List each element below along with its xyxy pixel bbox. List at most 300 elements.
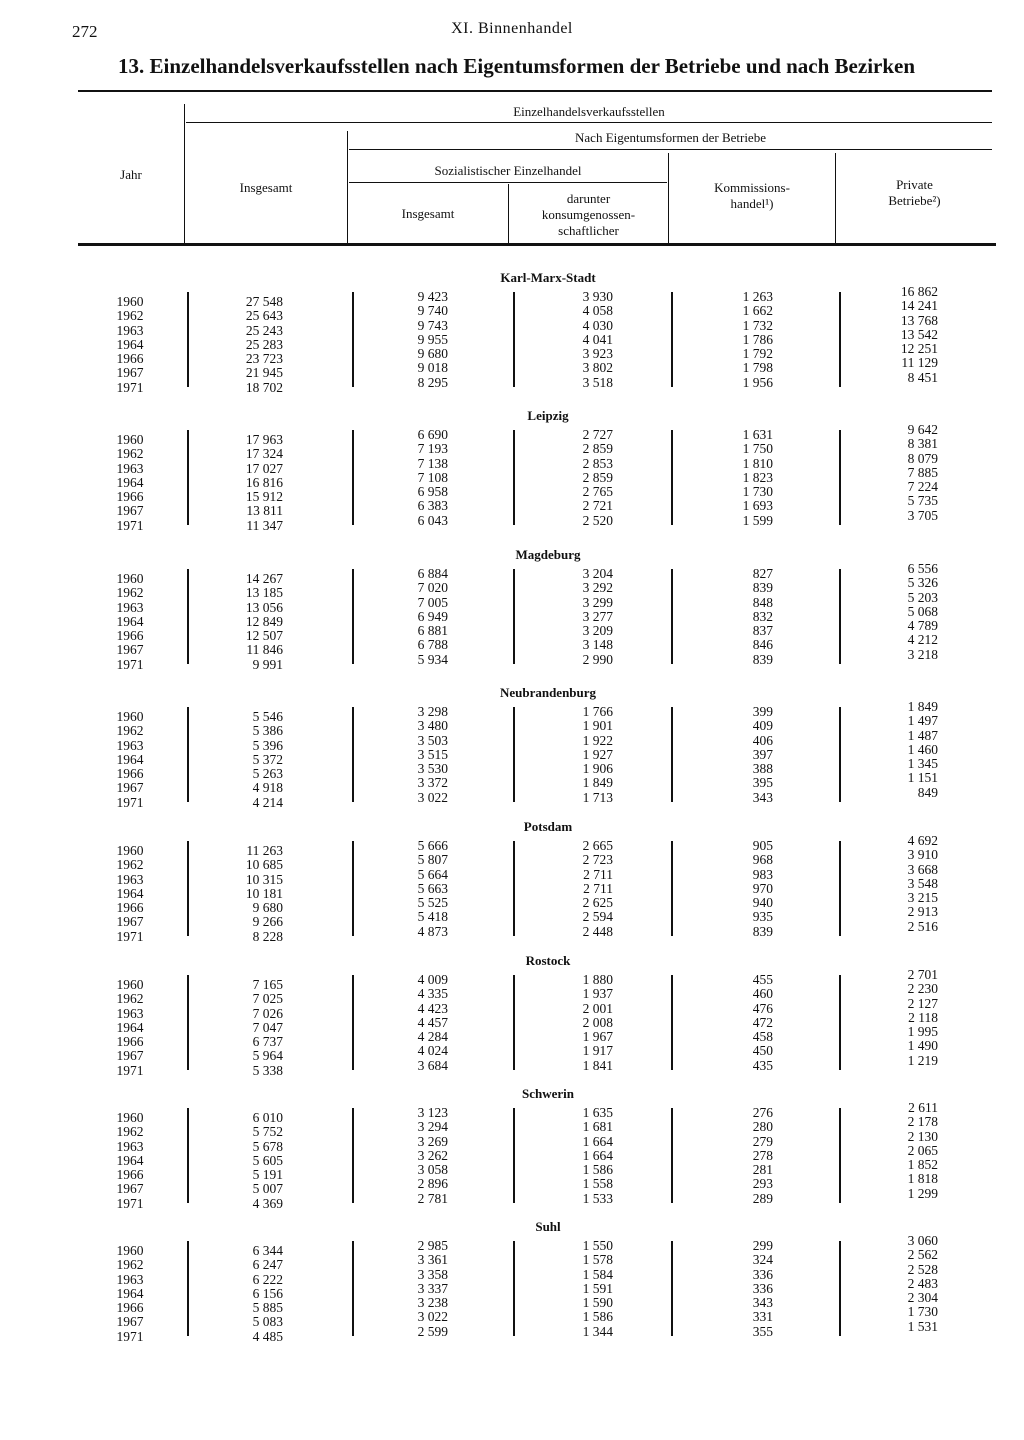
insgesamt-cell: 5 338 bbox=[252, 1062, 283, 1078]
soz-insgesamt-cell: 4 457 bbox=[417, 1014, 448, 1030]
insgesamt-cell: 9 266 bbox=[252, 914, 283, 930]
year-cell: 1962 bbox=[116, 857, 144, 873]
insgesamt-cell: 17 324 bbox=[245, 446, 283, 462]
kommission-cell: 1 792 bbox=[742, 346, 773, 362]
konsum-cell: 2 990 bbox=[582, 651, 613, 667]
header-sozialistisch: Sozialistischer Einzelhandel bbox=[434, 163, 582, 178]
konsum-cell: 1 880 bbox=[582, 972, 613, 987]
year-cell: 1963 bbox=[116, 599, 144, 615]
soz-insgesamt-cell: 6 043 bbox=[417, 512, 448, 528]
kommission-cell: 280 bbox=[752, 1119, 773, 1135]
insgesamt-cell: 5 372 bbox=[252, 751, 283, 767]
konsum-cell: 2 765 bbox=[582, 484, 613, 500]
konsum-cell: 4 041 bbox=[582, 331, 613, 347]
soz-insgesamt-cell: 6 690 bbox=[417, 427, 448, 442]
konsum-cell: 4 030 bbox=[582, 317, 613, 333]
year-cell: 1964 bbox=[116, 1285, 144, 1301]
kommission-cell: 281 bbox=[752, 1162, 773, 1178]
year-cell: 1966 bbox=[116, 766, 144, 782]
header-soz-insgesamt: Insgesamt bbox=[401, 206, 455, 221]
konsum-cell: 1 591 bbox=[582, 1280, 613, 1296]
insgesamt-cell: 7 026 bbox=[252, 1005, 283, 1021]
insgesamt-cell: 17 963 bbox=[245, 432, 283, 447]
soz-insgesamt-cell: 5 807 bbox=[417, 852, 448, 868]
kommission-cell: 846 bbox=[752, 637, 773, 653]
header-divider bbox=[184, 104, 185, 244]
insgesamt-cell: 9 991 bbox=[252, 656, 283, 672]
insgesamt-cell: 25 283 bbox=[245, 336, 283, 352]
soz-insgesamt-cell: 4 423 bbox=[417, 1000, 448, 1016]
insgesamt-cell: 5 263 bbox=[252, 766, 283, 782]
soz-insgesamt-cell: 9 955 bbox=[417, 331, 448, 347]
column-rule bbox=[187, 841, 189, 936]
konsum-cell: 3 148 bbox=[582, 637, 613, 653]
column-rule bbox=[513, 1241, 515, 1336]
konsum-cell: 2 594 bbox=[582, 909, 613, 925]
column-rule bbox=[513, 975, 515, 1070]
insgesamt-cell: 5 605 bbox=[252, 1152, 283, 1168]
soz_insgesamt-column bbox=[355, 973, 448, 1073]
insgesamt-cell: 6 737 bbox=[252, 1034, 283, 1050]
kommission-cell: 968 bbox=[752, 852, 773, 868]
kommission-cell: 1 693 bbox=[742, 498, 773, 514]
privat-cell: 2 118 bbox=[908, 1009, 938, 1025]
insgesamt-column bbox=[190, 433, 283, 533]
column-rule bbox=[187, 707, 189, 802]
year-cell: 1964 bbox=[116, 885, 144, 901]
column-rule bbox=[671, 1241, 673, 1336]
year-cell: 1963 bbox=[116, 1005, 144, 1021]
soz-insgesamt-cell: 4 024 bbox=[417, 1043, 448, 1059]
insgesamt-cell: 14 267 bbox=[245, 571, 283, 586]
year-cell: 1966 bbox=[116, 1034, 144, 1050]
privat-cell: 2 562 bbox=[907, 1247, 938, 1263]
insgesamt-column bbox=[190, 1244, 283, 1344]
header-jahr: Jahr bbox=[120, 167, 142, 182]
kommission-cell: 940 bbox=[752, 895, 773, 911]
privat-cell: 3 668 bbox=[907, 861, 938, 877]
insgesamt-cell: 5 396 bbox=[252, 737, 283, 753]
kommission-cell: 935 bbox=[752, 909, 773, 925]
privat-cell: 5 203 bbox=[907, 589, 938, 605]
privat-cell: 4 789 bbox=[907, 618, 938, 634]
kommission-cell: 1 956 bbox=[742, 374, 773, 390]
privat-cell: 9 642 bbox=[907, 422, 938, 437]
konsum-cell: 2 723 bbox=[582, 852, 613, 868]
kommission-cell: 1 730 bbox=[742, 484, 773, 500]
konsum-cell: 1 841 bbox=[582, 1057, 613, 1073]
kommission-cell: 839 bbox=[752, 580, 773, 596]
column-rule bbox=[352, 975, 354, 1070]
privat-column bbox=[845, 968, 938, 1068]
privat-cell: 6 556 bbox=[907, 561, 938, 576]
years-column bbox=[100, 978, 160, 1078]
konsum-cell: 2 721 bbox=[582, 498, 613, 514]
years-column bbox=[100, 433, 160, 533]
insgesamt-column bbox=[190, 978, 283, 1078]
insgesamt-cell: 5 752 bbox=[252, 1124, 283, 1140]
year-cell: 1962 bbox=[116, 1257, 144, 1273]
insgesamt-cell: 7 165 bbox=[252, 977, 283, 992]
privat-column bbox=[845, 562, 938, 662]
kommission-cell: 276 bbox=[752, 1105, 773, 1120]
header-rule-3 bbox=[349, 182, 667, 183]
privat-cell: 3 218 bbox=[907, 646, 938, 662]
insgesamt-cell: 5 885 bbox=[252, 1300, 283, 1316]
konsum-column bbox=[520, 973, 613, 1073]
header-privat: Private Betriebe²) bbox=[888, 177, 941, 208]
soz-insgesamt-cell: 3 480 bbox=[417, 718, 448, 734]
soz-insgesamt-cell: 6 788 bbox=[417, 637, 448, 653]
column-rule bbox=[513, 841, 515, 936]
konsum-cell: 1 584 bbox=[582, 1266, 613, 1282]
soz-insgesamt-cell: 6 949 bbox=[417, 608, 448, 624]
kommission-cell: 1 599 bbox=[742, 512, 773, 528]
privat-cell: 2 127 bbox=[907, 995, 938, 1011]
privat-cell: 1 345 bbox=[907, 756, 938, 772]
kommission-cell: 1 662 bbox=[742, 303, 773, 319]
year-cell: 1966 bbox=[116, 1167, 144, 1183]
konsum-cell: 2 625 bbox=[582, 895, 613, 911]
privat-cell: 1 818 bbox=[907, 1171, 938, 1187]
insgesamt-cell: 12 849 bbox=[245, 613, 283, 629]
konsum-cell: 2 665 bbox=[582, 838, 613, 853]
privat-cell: 1 849 bbox=[907, 699, 938, 714]
privat-column bbox=[845, 1234, 938, 1334]
year-cell: 1971 bbox=[116, 1062, 144, 1078]
column-rule bbox=[352, 430, 354, 525]
years-column bbox=[100, 1244, 160, 1344]
soz-insgesamt-cell: 4 335 bbox=[417, 986, 448, 1002]
konsum-cell: 1 344 bbox=[582, 1323, 613, 1339]
kommission-cell: 395 bbox=[752, 775, 773, 791]
insgesamt-cell: 13 056 bbox=[245, 599, 283, 615]
header-divider bbox=[347, 131, 348, 244]
column-rule bbox=[513, 569, 515, 664]
column-rule bbox=[671, 1108, 673, 1203]
soz-insgesamt-cell: 9 740 bbox=[417, 303, 448, 319]
konsum-cell: 3 204 bbox=[582, 566, 613, 581]
district-name: Rostock bbox=[525, 953, 571, 968]
soz-insgesamt-cell: 5 663 bbox=[417, 880, 448, 896]
soz-insgesamt-cell: 9 743 bbox=[417, 317, 448, 333]
insgesamt-column bbox=[190, 572, 283, 672]
privat-cell: 4 692 bbox=[907, 833, 938, 848]
column-rule bbox=[671, 707, 673, 802]
column-rule bbox=[513, 707, 515, 802]
years-column bbox=[100, 1111, 160, 1211]
insgesamt-cell: 11 846 bbox=[246, 642, 283, 658]
konsum-cell: 3 292 bbox=[582, 580, 613, 596]
kommission-cell: 1 798 bbox=[742, 360, 773, 376]
soz-insgesamt-cell: 5 666 bbox=[417, 838, 448, 853]
insgesamt-cell: 6 247 bbox=[252, 1257, 283, 1273]
privat-cell: 5 735 bbox=[907, 493, 938, 509]
privat-cell: 13 768 bbox=[900, 312, 938, 328]
soz-insgesamt-cell: 3 294 bbox=[417, 1119, 448, 1135]
year-cell: 1964 bbox=[116, 474, 144, 490]
insgesamt-cell: 21 945 bbox=[245, 365, 283, 381]
district-name: Potsdam bbox=[523, 819, 573, 834]
district-name: Leipzig bbox=[527, 408, 569, 423]
insgesamt-cell: 4 214 bbox=[252, 794, 283, 810]
kommission-cell: 409 bbox=[752, 718, 773, 734]
year-cell: 1960 bbox=[116, 843, 144, 858]
konsum-cell: 3 930 bbox=[582, 289, 613, 304]
soz-insgesamt-cell: 2 896 bbox=[417, 1176, 448, 1192]
privat-cell: 2 230 bbox=[907, 981, 938, 997]
district-name: Suhl bbox=[535, 1219, 561, 1234]
insgesamt-cell: 27 548 bbox=[245, 294, 283, 309]
soz-insgesamt-cell: 3 530 bbox=[417, 761, 448, 777]
privat-cell: 2 178 bbox=[907, 1114, 938, 1130]
header-divider bbox=[835, 153, 836, 244]
privat-cell: 1 487 bbox=[907, 727, 938, 743]
soz-insgesamt-cell: 2 599 bbox=[417, 1323, 448, 1339]
header-insgesamt: Insgesamt bbox=[239, 180, 293, 195]
privat-cell: 7 224 bbox=[907, 479, 938, 495]
soz-insgesamt-cell: 3 337 bbox=[417, 1280, 448, 1296]
kommission-cell: 458 bbox=[752, 1029, 773, 1045]
privat-cell: 1 151 bbox=[907, 770, 938, 786]
year-cell: 1967 bbox=[116, 503, 144, 519]
soz_insgesamt-column bbox=[355, 705, 448, 805]
column-rule bbox=[671, 841, 673, 936]
soz-insgesamt-cell: 3 298 bbox=[417, 704, 448, 719]
konsum-cell: 1 533 bbox=[582, 1190, 613, 1206]
kommission-cell: 832 bbox=[752, 608, 773, 624]
konsum-cell: 1 664 bbox=[582, 1133, 613, 1149]
insgesamt-column bbox=[190, 1111, 283, 1211]
column-rule bbox=[671, 430, 673, 525]
insgesamt-cell: 18 702 bbox=[245, 379, 283, 395]
soz-insgesamt-cell: 3 684 bbox=[417, 1057, 448, 1073]
kommission-cell: 399 bbox=[752, 704, 773, 719]
konsum-cell: 1 664 bbox=[582, 1147, 613, 1163]
konsum-cell: 1 550 bbox=[582, 1238, 613, 1253]
kommission-cell: 343 bbox=[752, 789, 773, 805]
privat-cell: 2 130 bbox=[907, 1128, 938, 1144]
soz-insgesamt-cell: 4 284 bbox=[417, 1029, 448, 1045]
column-rule bbox=[513, 292, 515, 387]
konsum-cell: 3 209 bbox=[582, 623, 613, 639]
konsum-cell: 1 766 bbox=[582, 704, 613, 719]
header-divider bbox=[668, 153, 669, 244]
konsum-cell: 1 967 bbox=[582, 1029, 613, 1045]
soz-insgesamt-cell: 7 108 bbox=[417, 469, 448, 485]
year-cell: 1962 bbox=[116, 446, 144, 462]
year-cell: 1964 bbox=[116, 336, 144, 352]
kommission-cell: 355 bbox=[752, 1323, 773, 1339]
insgesamt-cell: 23 723 bbox=[245, 351, 283, 367]
header-rule-2 bbox=[349, 149, 992, 150]
konsum-cell: 1 901 bbox=[582, 718, 613, 734]
column-rule bbox=[187, 1108, 189, 1203]
insgesamt-cell: 13 811 bbox=[246, 503, 283, 519]
konsum-cell: 1 713 bbox=[582, 789, 613, 805]
privat-cell: 3 060 bbox=[907, 1233, 938, 1248]
insgesamt-cell: 13 185 bbox=[245, 585, 283, 601]
konsum-column bbox=[520, 1239, 613, 1339]
year-cell: 1964 bbox=[116, 751, 144, 767]
soz-insgesamt-cell: 5 418 bbox=[417, 909, 448, 925]
soz-insgesamt-cell: 3 503 bbox=[417, 732, 448, 748]
column-rule bbox=[352, 1108, 354, 1203]
kommission-cell: 336 bbox=[752, 1280, 773, 1296]
kommission-column bbox=[680, 290, 773, 390]
year-cell: 1960 bbox=[116, 1243, 144, 1258]
soz-insgesamt-cell: 3 238 bbox=[417, 1295, 448, 1311]
soz-insgesamt-cell: 4 009 bbox=[417, 972, 448, 987]
privat-column bbox=[845, 834, 938, 934]
konsum-cell: 4 058 bbox=[582, 303, 613, 319]
kommission-column bbox=[680, 1239, 773, 1339]
soz-insgesamt-cell: 3 358 bbox=[417, 1266, 448, 1282]
district-name: Magdeburg bbox=[515, 547, 581, 562]
soz-insgesamt-cell: 2 781 bbox=[417, 1190, 448, 1206]
column-rule bbox=[839, 1108, 841, 1203]
header-rule-1 bbox=[186, 122, 992, 123]
privat-cell: 2 701 bbox=[907, 967, 938, 982]
column-rule bbox=[839, 292, 841, 387]
header-bottom-rule bbox=[78, 243, 996, 246]
soz_insgesamt-column bbox=[355, 290, 448, 390]
year-cell: 1971 bbox=[116, 1195, 144, 1211]
year-cell: 1962 bbox=[116, 585, 144, 601]
year-cell: 1960 bbox=[116, 1110, 144, 1125]
soz-insgesamt-cell: 9 680 bbox=[417, 346, 448, 362]
insgesamt-cell: 5 386 bbox=[252, 723, 283, 739]
year-cell: 1967 bbox=[116, 1048, 144, 1064]
konsum-cell: 1 922 bbox=[582, 732, 613, 748]
konsum-cell: 2 727 bbox=[582, 427, 613, 442]
konsum-column bbox=[520, 1106, 613, 1206]
column-rule bbox=[352, 569, 354, 664]
konsum-cell: 1 937 bbox=[582, 986, 613, 1002]
konsum-cell: 2 448 bbox=[582, 923, 613, 939]
soz_insgesamt-column bbox=[355, 567, 448, 667]
kommission-cell: 331 bbox=[752, 1309, 773, 1325]
header-darunter: darunter konsumgenossen- schaftlicher bbox=[541, 191, 636, 238]
chapter-heading: XI. Binnenhandel bbox=[451, 20, 573, 37]
column-rule bbox=[513, 430, 515, 525]
insgesamt-cell: 10 315 bbox=[245, 871, 283, 887]
kommission-column bbox=[680, 1106, 773, 1206]
kommission-cell: 827 bbox=[752, 566, 773, 581]
year-cell: 1963 bbox=[116, 1138, 144, 1154]
year-cell: 1971 bbox=[116, 928, 144, 944]
kommission-cell: 839 bbox=[752, 651, 773, 667]
konsum-cell: 3 277 bbox=[582, 608, 613, 624]
konsum-cell: 3 518 bbox=[582, 374, 613, 390]
year-cell: 1963 bbox=[116, 871, 144, 887]
insgesamt-column bbox=[190, 295, 283, 395]
konsum-cell: 3 802 bbox=[582, 360, 613, 376]
soz-insgesamt-cell: 7 193 bbox=[417, 441, 448, 457]
kommission-cell: 293 bbox=[752, 1176, 773, 1192]
konsum-cell: 1 586 bbox=[582, 1162, 613, 1178]
header-einzelhandel: Einzelhandelsverkaufsstellen bbox=[513, 104, 665, 119]
privat-cell: 3 705 bbox=[907, 507, 938, 523]
kommission-column bbox=[680, 428, 773, 528]
privat-cell: 8 451 bbox=[907, 369, 938, 385]
header-kommission: Kommissions- handel¹) bbox=[714, 180, 790, 211]
year-cell: 1971 bbox=[116, 379, 144, 395]
privat-cell: 1 531 bbox=[907, 1318, 938, 1334]
soz-insgesamt-cell: 6 884 bbox=[417, 566, 448, 581]
year-cell: 1960 bbox=[116, 432, 144, 447]
privat-cell: 1 497 bbox=[907, 713, 938, 729]
soz_insgesamt-column bbox=[355, 1239, 448, 1339]
kommission-column bbox=[680, 567, 773, 667]
column-rule bbox=[839, 430, 841, 525]
privat-cell: 2 528 bbox=[907, 1261, 938, 1277]
column-rule bbox=[187, 430, 189, 525]
soz-insgesamt-cell: 7 020 bbox=[417, 580, 448, 596]
privat-cell: 5 326 bbox=[907, 575, 938, 591]
insgesamt-cell: 4 485 bbox=[252, 1328, 283, 1344]
year-cell: 1966 bbox=[116, 351, 144, 367]
konsum-cell: 2 859 bbox=[582, 469, 613, 485]
kommission-column bbox=[680, 839, 773, 939]
insgesamt-cell: 6 344 bbox=[252, 1243, 283, 1258]
soz-insgesamt-cell: 3 262 bbox=[417, 1147, 448, 1163]
privat-cell: 7 885 bbox=[907, 464, 938, 480]
years-column bbox=[100, 844, 160, 944]
privat-cell: 3 548 bbox=[907, 875, 938, 891]
kommission-cell: 336 bbox=[752, 1266, 773, 1282]
kommission-cell: 1 823 bbox=[742, 469, 773, 485]
soz-insgesamt-cell: 3 022 bbox=[417, 789, 448, 805]
insgesamt-cell: 25 243 bbox=[245, 322, 283, 338]
privat-cell: 12 251 bbox=[900, 341, 938, 357]
kommission-column bbox=[680, 973, 773, 1073]
insgesamt-cell: 5 083 bbox=[252, 1314, 283, 1330]
konsum-cell: 1 558 bbox=[582, 1176, 613, 1192]
year-cell: 1962 bbox=[116, 308, 144, 324]
year-cell: 1962 bbox=[116, 991, 144, 1007]
insgesamt-cell: 5 191 bbox=[252, 1167, 283, 1183]
kommission-cell: 837 bbox=[752, 623, 773, 639]
kommission-cell: 1 786 bbox=[742, 331, 773, 347]
soz-insgesamt-cell: 9 018 bbox=[417, 360, 448, 376]
kommission-cell: 343 bbox=[752, 1295, 773, 1311]
konsum-cell: 1 635 bbox=[582, 1105, 613, 1120]
privat-cell: 5 068 bbox=[907, 603, 938, 619]
konsum-cell: 1 917 bbox=[582, 1043, 613, 1059]
konsum-cell: 2 008 bbox=[582, 1014, 613, 1030]
kommission-cell: 289 bbox=[752, 1190, 773, 1206]
kommission-cell: 435 bbox=[752, 1057, 773, 1073]
years-column bbox=[100, 572, 160, 672]
column-rule bbox=[671, 292, 673, 387]
konsum-column bbox=[520, 290, 613, 390]
soz-insgesamt-cell: 7 138 bbox=[417, 455, 448, 471]
insgesamt-cell: 17 027 bbox=[245, 460, 283, 476]
year-cell: 1962 bbox=[116, 723, 144, 739]
privat-cell: 16 862 bbox=[900, 284, 938, 299]
insgesamt-cell: 10 685 bbox=[245, 857, 283, 873]
konsum-cell: 1 681 bbox=[582, 1119, 613, 1135]
soz-insgesamt-cell: 6 881 bbox=[417, 623, 448, 639]
konsum-cell: 1 849 bbox=[582, 775, 613, 791]
district-name: Neubrandenburg bbox=[499, 685, 597, 700]
insgesamt-cell: 5 007 bbox=[252, 1181, 283, 1197]
privat-cell: 4 212 bbox=[907, 632, 938, 648]
column-rule bbox=[187, 569, 189, 664]
kommission-cell: 839 bbox=[752, 923, 773, 939]
privat-cell: 1 490 bbox=[907, 1038, 938, 1054]
